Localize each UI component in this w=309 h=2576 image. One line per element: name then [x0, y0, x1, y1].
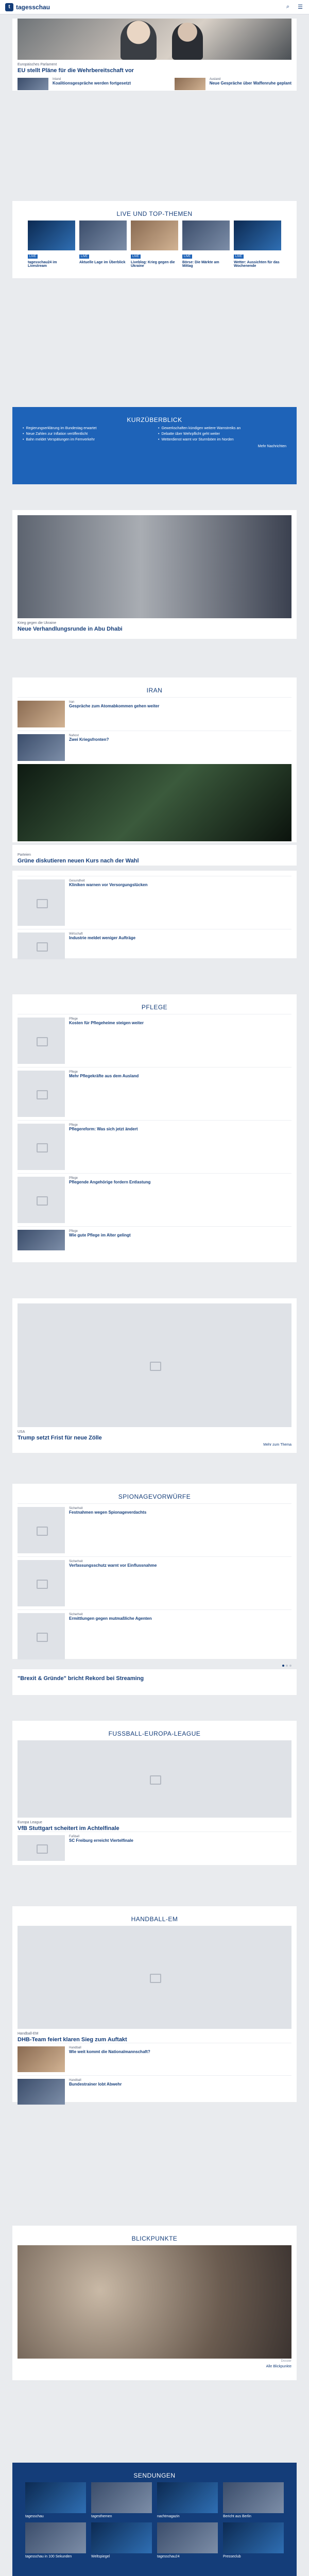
section-title: SENDUNGEN [133, 2472, 176, 2479]
image-caption: Dossier [281, 2360, 291, 2363]
list-item-kicker: Handball [69, 2046, 81, 2049]
list-item-title: Wie weit kommt die Nationalmannschaft? [69, 2049, 150, 2054]
list-item-kicker: Wirtschaft [69, 933, 83, 936]
list-item-kicker: Gesundheit [69, 879, 85, 883]
list-item-image [18, 2079, 65, 2105]
handball-kicker: Handball-EM [18, 2032, 39, 2036]
kurz-item[interactable]: • Regierungserklärung im Bundestag erwartet [23, 427, 151, 430]
list-item-title: Pflegereform: Was sich jetzt ändert [69, 1127, 138, 1131]
blickpunkte-image[interactable] [18, 2245, 291, 2359]
quote-section [12, 1669, 297, 1695]
feature-image[interactable] [18, 515, 291, 618]
live-card[interactable] [28, 221, 75, 268]
hero-list-title[interactable]: Koalitionsgespräche werden fortgesetzt [53, 81, 131, 86]
live-section [12, 201, 297, 278]
sendung-title: tagesschau24 [157, 2555, 180, 2558]
spionage-section [12, 1484, 297, 1659]
list-item-title: Gespräche zum Atomabkommen gehen weiter [69, 704, 160, 708]
kurz-item[interactable]: • Bahn meldet Verspätungen im Fernverkehr [23, 438, 151, 442]
sendung-card[interactable] [157, 2482, 218, 2518]
list-item[interactable] [18, 2043, 291, 2075]
list-item-kicker: Sicherheit [69, 1613, 83, 1616]
sendung-title: tagesschau in 100 Sekunden [25, 2555, 72, 2558]
kurz-item[interactable]: • Neue Zahlen zur Inflation veröffentlicht [23, 432, 151, 436]
list-item-image [18, 1230, 65, 1250]
pager[interactable] [18, 1665, 291, 1667]
trump-headline[interactable]: Trump setzt Frist für neue Zölle [18, 1435, 102, 1441]
list-item-kicker: Pflege [69, 1124, 78, 1127]
hero-list-title[interactable]: Neue Gespräche über Waffenruhe geplant [209, 81, 291, 86]
live-badge: LIVE [182, 255, 192, 259]
more-link[interactable]: Alle Blickpunkte [266, 2365, 291, 2368]
list-item-kicker: Pflege [69, 1071, 78, 1074]
list-item-title: Mehr Pflegekräfte aus dem Ausland [69, 1074, 139, 1078]
list-item-kicker: Nahost [69, 734, 79, 737]
list-item-kicker: Pflege [69, 1018, 78, 1021]
list-item-title: Pflegende Angehörige fordern Entlastung [69, 1180, 151, 1184]
handball-section [12, 1906, 297, 2102]
live-card-image [28, 221, 75, 250]
quote-headline[interactable]: "Brexit & Gründe" bricht Rekord bei Streaming [18, 1675, 144, 1682]
section-title: FUSSBALL-EUROPA-LEAGUE [108, 1730, 201, 1737]
list-item[interactable] [18, 2075, 291, 2108]
pflege-section [12, 994, 297, 1262]
gruene-headline[interactable]: Grüne diskutieren neuen Kurs nach der Wahl [18, 858, 139, 864]
trump-kicker: USA [18, 1430, 25, 1434]
section-title: IRAN [146, 687, 163, 694]
sendung-title: tagesthemen [91, 2515, 112, 2518]
list-item-title: Festnahmen wegen Spionageverdachts [69, 1510, 147, 1515]
live-card[interactable] [131, 221, 178, 268]
iran-section [12, 677, 297, 842]
section-title: LIVE UND TOP-THEMEN [116, 210, 193, 217]
sendung-card[interactable] [25, 2522, 86, 2558]
list-section [12, 871, 297, 958]
list-item[interactable] [18, 1014, 291, 1067]
trump-section [12, 1298, 297, 1453]
list-item-image [18, 1124, 65, 1170]
europa-league-section [12, 1721, 297, 1865]
live-card-image [234, 221, 281, 250]
section-title: KURZÜBERBLICK [127, 416, 182, 423]
sendung-card[interactable] [25, 2482, 86, 2518]
gruene-image[interactable] [18, 764, 291, 841]
hero-list-thumb[interactable] [18, 78, 48, 90]
sendung-card[interactable] [223, 2482, 284, 2518]
list-item-image [18, 734, 65, 761]
trump-image[interactable] [18, 1303, 291, 1427]
list-item-title: Kliniken warnen vor Versorgungslücken [69, 883, 148, 887]
blickpunkte-section [12, 2226, 297, 2380]
list-item[interactable] [18, 929, 291, 962]
list-item[interactable] [18, 731, 291, 764]
list-item-title: Kosten für Pflegeheime steigen weiter [69, 1021, 144, 1025]
feature-section [12, 510, 297, 639]
list-item[interactable] [18, 1503, 291, 1556]
handball-headline[interactable]: DHB-Team feiert klaren Sieg zum Auftakt [18, 2037, 127, 2043]
sendung-card[interactable] [91, 2482, 152, 2518]
list-item-kicker: Handball [69, 2079, 81, 2082]
kurz-list [23, 427, 286, 442]
list-item-title: Ermittlungen gegen mutmaßliche Agenten [69, 1616, 152, 1621]
list-item-image [18, 933, 65, 959]
live-card-title: Liveblog: Krieg gegen die Ukraine [131, 261, 175, 268]
list-item-image [18, 1835, 65, 1861]
more-link[interactable]: Mehr Nachrichten [258, 445, 286, 448]
europa-league-image[interactable] [18, 1740, 291, 1818]
live-badge: LIVE [28, 255, 38, 259]
live-card-title: Wetter: Aussichten für das Wochenende [234, 261, 280, 268]
hero-kicker: Europäisches Parlament [18, 63, 57, 66]
list-item-image [18, 2046, 65, 2072]
live-badge: LIVE [131, 255, 141, 259]
section-title: PFLEGE [141, 1004, 168, 1011]
list-item-title: Bundestrainer lobt Abwehr [69, 2082, 122, 2087]
list-item-kicker: Pflege [69, 1177, 78, 1180]
live-card-image [131, 221, 178, 250]
live-card[interactable] [79, 221, 127, 268]
hero-list-kicker: Ausland [209, 78, 221, 81]
sendung-card[interactable] [223, 2522, 284, 2558]
list-item[interactable] [18, 1173, 291, 1226]
list-item-kicker: Fußball [69, 1835, 80, 1838]
top-bar [0, 0, 309, 14]
sendung-title: tagesschau [25, 2515, 44, 2518]
live-card-title: Aktuelle Lage im Überblick [79, 261, 126, 264]
list-item-kicker: Sicherheit [69, 1560, 83, 1563]
list-item-title: Verfassungsschutz warnt vor Einflussnahme [69, 1563, 157, 1568]
list-item-image [18, 879, 65, 926]
list-item-kicker: Iran [69, 701, 75, 704]
list-item-image [18, 1018, 65, 1064]
live-card[interactable] [182, 221, 230, 268]
hero-headline[interactable]: EU stellt Pläne für die Wehrbereitschaft vor [18, 67, 134, 74]
logo-mark: t [5, 3, 13, 11]
list-item[interactable] [18, 697, 291, 731]
logo-text: tagesschau [16, 3, 50, 11]
sendung-title: Bericht aus Berlin [223, 2515, 251, 2518]
list-item-title: Wie gute Pflege im Alter gelingt [69, 1233, 131, 1238]
list-item[interactable] [18, 1226, 291, 1253]
list-item[interactable] [18, 1832, 291, 1864]
list-item[interactable] [18, 1120, 291, 1173]
search-icon[interactable]: ⌕ [286, 4, 290, 10]
handball-image[interactable] [18, 1926, 291, 2029]
gruene-section [12, 845, 297, 866]
kurz-item[interactable]: • Gewerkschaften kündigen weitere Warnstreiks an [158, 427, 286, 430]
list-item-title: Industrie meldet weniger Aufträge [69, 936, 136, 940]
list-item-image [18, 701, 65, 727]
list-item-image [18, 1613, 65, 1659]
list-item-title: SC Freiburg erreicht Viertelfinale [69, 1838, 133, 1843]
live-card-image [182, 221, 230, 250]
list-item[interactable] [18, 1556, 291, 1609]
list-item[interactable] [18, 876, 291, 929]
live-badge: LIVE [79, 255, 89, 259]
list-item-kicker: Sicherheit [69, 1507, 83, 1510]
logo[interactable] [5, 3, 50, 11]
hero-list-kicker: Inland [53, 78, 61, 81]
kurz-item[interactable]: • Wetterdienst warnt vor Sturmböen im Norden [158, 438, 286, 442]
kurz-item[interactable]: • Debatte über Wehrpflicht geht weiter [158, 432, 286, 436]
list-item-image [18, 1560, 65, 1606]
hero-image[interactable] [18, 19, 291, 60]
list-item[interactable] [18, 1067, 291, 1120]
list-item-kicker: Pflege [69, 1230, 78, 1233]
europa-league-headline[interactable]: VfB Stuttgart scheitert im Achtelfinale [18, 1825, 119, 1832]
live-card[interactable] [234, 221, 281, 268]
hero-section [12, 19, 297, 91]
list-item-title: Zwei Kriegsfronten? [69, 737, 109, 742]
list-item-image [18, 1177, 65, 1223]
feature-headline[interactable]: Neue Verhandlungsrunde in Abu Dhabi [18, 626, 123, 632]
sendung-card[interactable] [91, 2522, 152, 2558]
live-card-image [79, 221, 127, 250]
menu-icon[interactable]: ☰ [298, 4, 303, 10]
more-link[interactable]: Mehr zum Thema [263, 1443, 291, 1447]
sendung-title: Weltspiegel [91, 2555, 110, 2558]
sendung-title: nachtmagazin [157, 2515, 180, 2518]
gruene-kicker: Parteien [18, 853, 31, 857]
live-card-title: tagesschau24 im Livestream [28, 261, 57, 268]
list-item-image [18, 1507, 65, 1553]
section-title: SPIONAGEVORWÜRFE [118, 1493, 191, 1500]
list-item[interactable] [18, 1609, 291, 1663]
kurz-section [12, 407, 297, 484]
section-title: HANDBALL-EM [131, 1916, 178, 1923]
sendungen-section [12, 2463, 297, 2576]
live-badge: LIVE [234, 255, 244, 259]
hero-list-thumb[interactable] [175, 78, 205, 90]
feature-kicker: Krieg gegen die Ukraine [18, 621, 57, 625]
section-title: BLICKPUNKTE [131, 2235, 178, 2242]
sendung-title: Presseclub [223, 2555, 241, 2558]
list-item-image [18, 1071, 65, 1117]
sendung-card[interactable] [157, 2522, 218, 2558]
live-card-title: Börse: Die Märkte am Mittag [182, 261, 219, 268]
europa-league-kicker: Europa League [18, 1821, 42, 1824]
